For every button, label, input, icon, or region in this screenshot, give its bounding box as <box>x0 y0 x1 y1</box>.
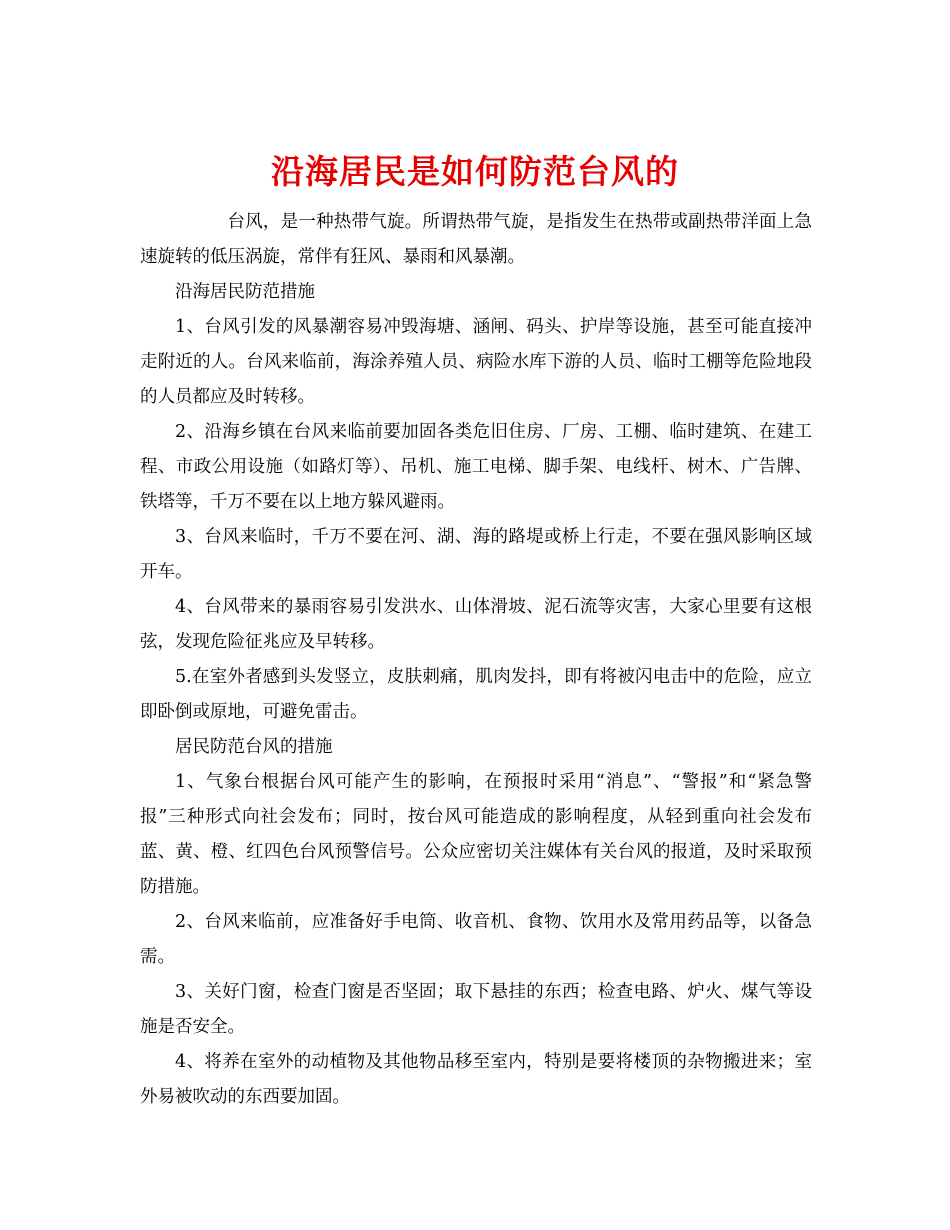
list-item: 2、台风来临前，应准备好手电筒、收音机、食物、饮用水及常用药品等，以备急需。 <box>140 912 812 967</box>
document-body <box>140 205 812 1115</box>
list-item: 4、台风带来的暴雨容易引发洪水、山体滑坡、泥石流等灾害，大家心里要有这根弦，发现危险征兆应及早转移。 <box>140 597 812 652</box>
intro-paragraph: 台风，是一种热带气旋。所谓热带气旋，是指发生在热带或副热带洋面上急速旋转的低压涡旋，常伴有狂风、暴雨和风暴潮。 <box>140 212 812 267</box>
list-item: 2、沿海乡镇在台风来临前要加固各类危旧住房、厂房、工棚、临时建筑、在建工程、市政公用设施（如路灯等）、吊机、施工电梯、脚手架、电线杆、树木、广告牌、铁塔等，千万不要在以上地方躲风避雨。 <box>140 422 812 512</box>
list-item: 5.在室外者感到头发竖立，皮肤刺痛，肌肉发抖，即有将被闪电击中的危险，应立即卧倒或原地，可避免雷击。 <box>140 667 812 722</box>
section-heading-resident-measures: 居民防范台风的措施 <box>175 737 333 757</box>
list-item: 1、台风引发的风暴潮容易冲毁海塘、涵闸、码头、护岸等设施，甚至可能直接冲走附近的人。台风来临前，海涂养殖人员、病险水库下游的人员、临时工棚等危险地段的人员都应及时转移。 <box>140 317 812 407</box>
list-item: 3、关好门窗，检查门窗是否坚固；取下悬挂的东西；检查电路、炉火、煤气等设施是否安全。 <box>140 982 812 1037</box>
list-item: 3、台风来临时，千万不要在河、湖、海的路堤或桥上行走，不要在强风影响区域开车。 <box>140 527 812 582</box>
list-item: 4、将养在室外的动植物及其他物品移至室内，特别是要将楼顶的杂物搬进来；室外易被吹动的东西要加固。 <box>140 1052 812 1107</box>
section-heading-coastal-measures: 沿海居民防范措施 <box>175 282 315 302</box>
document-title: 沿海居民是如何防范台风的 <box>271 152 679 192</box>
list-item: 1、气象台根据台风可能产生的影响，在预报时采用“消息”、“警报”和“紧急警报”三种形式向社会发布；同时，按台风可能造成的影响程度，从轻到重向社会发布蓝、黄、橙、红四色台风预警信号。公众应密切关注媒体有关台风的报道，及时采取预防措施。 <box>140 772 812 897</box>
